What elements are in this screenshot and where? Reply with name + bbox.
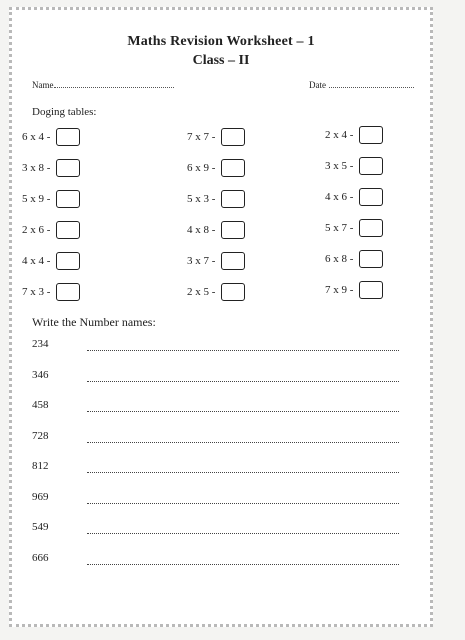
answer-line[interactable] bbox=[87, 472, 399, 473]
answer-box[interactable] bbox=[221, 190, 245, 208]
table-problem bbox=[22, 190, 80, 208]
problem-expression: 2 x 5 - bbox=[187, 286, 216, 298]
answer-box[interactable] bbox=[56, 252, 80, 270]
number-label: 666 bbox=[32, 551, 49, 564]
problem-expression: 5 x 3 - bbox=[187, 193, 216, 205]
class-label: Class – II bbox=[192, 53, 250, 68]
problem-expression: 5 x 9 - bbox=[22, 193, 51, 205]
date-field[interactable] bbox=[309, 80, 414, 90]
problem-expression: 4 x 8 - bbox=[187, 224, 216, 236]
table-problem bbox=[187, 159, 245, 177]
date-label: Date bbox=[309, 80, 326, 90]
problem-expression: 6 x 4 - bbox=[22, 131, 51, 143]
answer-box[interactable] bbox=[221, 252, 245, 270]
number-label: 812 bbox=[32, 460, 49, 472]
problem-expression: 3 x 7 - bbox=[187, 255, 216, 267]
name-field[interactable] bbox=[32, 80, 174, 90]
answer-box[interactable] bbox=[56, 159, 80, 177]
answer-box[interactable] bbox=[56, 128, 80, 146]
problem-expression: 5 x 7 - bbox=[325, 222, 354, 234]
tables-heading: Doging tables: bbox=[32, 106, 97, 118]
table-problem bbox=[22, 159, 80, 177]
problem-expression: 2 x 4 - bbox=[325, 129, 354, 141]
answer-box[interactable] bbox=[359, 250, 383, 268]
worksheet-title: Maths Revision Worksheet – 1 bbox=[127, 34, 315, 49]
answer-box[interactable] bbox=[359, 219, 383, 237]
answer-box[interactable] bbox=[221, 128, 245, 146]
problem-expression: 2 x 6 - bbox=[22, 224, 51, 236]
table-problem bbox=[325, 188, 383, 206]
number-label: 234 bbox=[32, 338, 49, 350]
answer-line[interactable] bbox=[87, 533, 399, 534]
table-problem bbox=[187, 128, 245, 146]
name-line[interactable] bbox=[54, 87, 174, 88]
table-problem bbox=[187, 252, 245, 270]
table-problem bbox=[22, 252, 80, 270]
number-names-heading: Write the Number names: bbox=[32, 315, 156, 329]
problem-expression: 4 x 6 - bbox=[325, 191, 354, 203]
name-label: Name bbox=[32, 80, 54, 90]
table-problem bbox=[22, 283, 80, 301]
problem-expression: 3 x 8 - bbox=[22, 162, 51, 174]
table-problem bbox=[22, 128, 80, 146]
date-line[interactable] bbox=[329, 87, 414, 88]
answer-box[interactable] bbox=[56, 221, 80, 239]
table-problem bbox=[325, 219, 383, 237]
number-label: 969 bbox=[32, 490, 49, 503]
answer-box[interactable] bbox=[221, 283, 245, 301]
worksheet-page bbox=[9, 7, 433, 627]
table-problem bbox=[187, 221, 245, 239]
answer-box[interactable] bbox=[221, 221, 245, 239]
answer-line[interactable] bbox=[87, 442, 399, 443]
number-label: 346 bbox=[32, 368, 49, 381]
answer-box[interactable] bbox=[359, 126, 383, 144]
answer-box[interactable] bbox=[359, 281, 383, 299]
answer-box[interactable] bbox=[221, 159, 245, 177]
answer-line[interactable] bbox=[87, 503, 399, 504]
problem-expression: 3 x 5 - bbox=[325, 160, 354, 172]
answer-box[interactable] bbox=[359, 157, 383, 175]
table-problem bbox=[325, 157, 383, 175]
problem-expression: 7 x 9 - bbox=[325, 284, 354, 296]
answer-line[interactable] bbox=[87, 381, 399, 382]
problem-expression: 6 x 8 - bbox=[325, 253, 354, 265]
table-problem bbox=[22, 221, 80, 239]
number-label: 549 bbox=[32, 521, 49, 533]
problem-expression: 4 x 4 - bbox=[22, 255, 51, 267]
answer-box[interactable] bbox=[359, 188, 383, 206]
problem-expression: 7 x 3 - bbox=[22, 286, 51, 298]
table-problem bbox=[187, 190, 245, 208]
table-problem bbox=[187, 283, 245, 301]
problem-expression: 7 x 7 - bbox=[187, 131, 216, 143]
table-problem bbox=[325, 126, 383, 144]
answer-box[interactable] bbox=[56, 190, 80, 208]
answer-line[interactable] bbox=[87, 564, 399, 565]
answer-line[interactable] bbox=[87, 350, 399, 351]
answer-box[interactable] bbox=[56, 283, 80, 301]
number-label: 458 bbox=[32, 399, 49, 411]
answer-line[interactable] bbox=[87, 411, 399, 412]
table-problem bbox=[325, 281, 383, 299]
number-label: 728 bbox=[32, 429, 49, 442]
table-problem bbox=[325, 250, 383, 268]
problem-expression: 6 x 9 - bbox=[187, 162, 216, 174]
